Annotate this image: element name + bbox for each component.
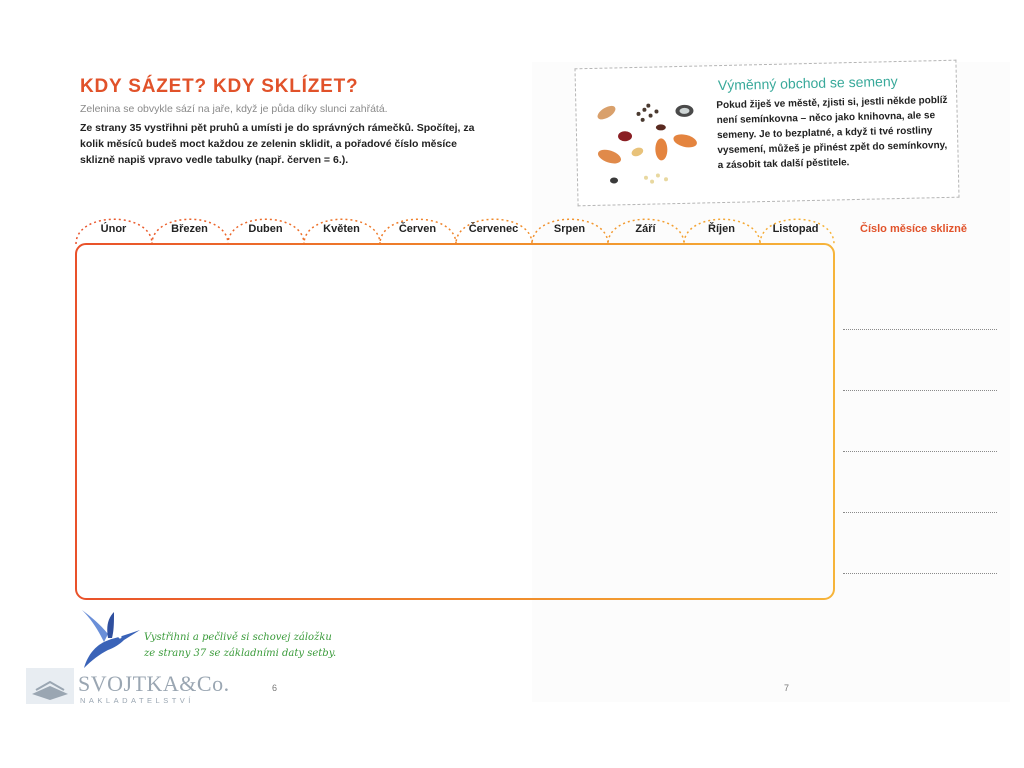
- month-zari: Září: [635, 223, 656, 235]
- publisher-name: SVOJTKA&Co.: [78, 671, 230, 696]
- month-cerven: Červen: [398, 223, 437, 235]
- month-rijen: Říjen: [708, 223, 735, 235]
- page-number-right: 7: [784, 683, 790, 693]
- publisher-logo-icon: [26, 668, 74, 704]
- harvest-answer-line-4[interactable]: [843, 512, 997, 513]
- subtitle: Zelenina se obvykle sází na jaře, když je půda díky slunci zahřátá.: [80, 103, 388, 115]
- page-number-left: 6: [272, 683, 278, 693]
- note-body: Pokud žiješ ve městě, zjisti si, jestli někde poblíž není semínkovna – něco jako knihovna, ale se semeny. Je to bezplatné, a když ti tvé rostliny vysemení, můžeš je přinést zpět do semínkovny, a zásobit tak další pěstitele.: [716, 94, 948, 172]
- publisher-subtitle: NAKLADATELSTVÍ: [80, 696, 194, 705]
- bookmark-note: [144, 630, 336, 662]
- harvest-answer-line-3[interactable]: [843, 451, 997, 452]
- bookmark-note-line-1: Vystřihni a pečlivě si schovej záložku: [144, 632, 332, 643]
- instructions: Ze strany 35 vystřihni pět pruhů a umísti je do správných rámečků. Spočítej, za kolik měsíců budeš moct každou ze zelenin sklidit, a pořadové číslo měsíce sklizně napiš vpravo vedle tabulky (např. červen = 6.).: [80, 122, 475, 166]
- month-listopad: Listopad: [772, 223, 819, 235]
- bookmark-note-line-2: ze strany 37 se základními daty setby.: [144, 648, 337, 659]
- month-duben: Duben: [248, 223, 283, 235]
- harvest-month-title: Číslo měsíce sklizně: [860, 223, 967, 235]
- seed-exchange-note: [574, 60, 959, 207]
- page-title: KDY SÁZET? KDY SKLÍZET?: [80, 76, 359, 97]
- month-brezen: Březen: [171, 223, 208, 235]
- month-kveten: Květen: [323, 223, 360, 235]
- seeds-illustration-icon: [584, 82, 710, 195]
- harvest-answer-line-5[interactable]: [843, 573, 997, 574]
- harvest-answer-line-1[interactable]: [843, 329, 997, 330]
- harvest-answer-line-2[interactable]: [843, 390, 997, 391]
- note-title: Výměnný obchod se semeny: [717, 73, 898, 94]
- month-cervenec: Červenec: [468, 223, 519, 235]
- month-srpen: Srpen: [553, 223, 586, 235]
- planting-chart: [72, 206, 838, 606]
- month-unor: Únor: [100, 223, 127, 235]
- hummingbird-icon: [74, 608, 142, 670]
